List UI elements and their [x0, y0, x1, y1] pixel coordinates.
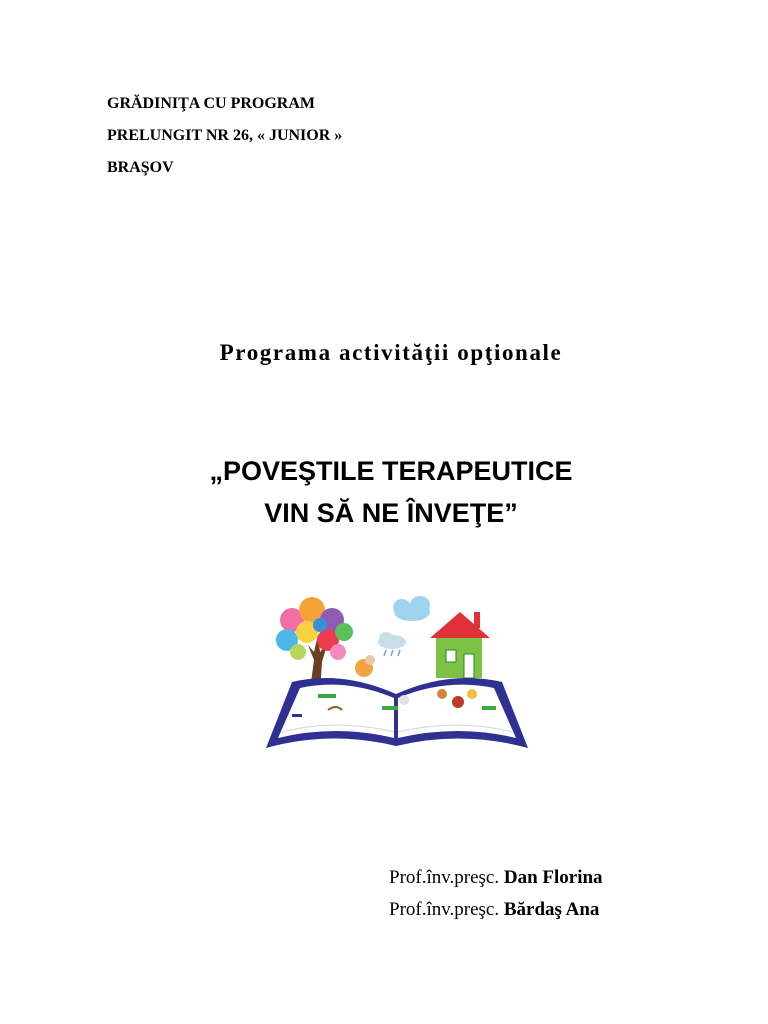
story-title-line-1: „POVEŞTILE TERAPEUTICE	[209, 456, 573, 486]
author-line-1	[389, 862, 603, 894]
header-line-2: PRELUNGIT NR 26, « JUNIOR »	[107, 127, 343, 144]
house-icon	[430, 612, 490, 678]
open-storybook-illustration	[262, 590, 530, 752]
author-2-title: Prof.înv.preşc.	[389, 899, 500, 920]
story-title	[0, 450, 768, 534]
author-1-title: Prof.înv.preşc.	[389, 867, 500, 888]
open-book-icon	[266, 678, 528, 748]
header-line-3: BRAŞOV	[107, 159, 174, 176]
story-title-line-2: VIN SĂ NE ÎNVEŢE”	[264, 498, 518, 528]
author-2-name: Bărdaş Ana	[503, 899, 600, 920]
cloud-icon	[393, 596, 430, 621]
program-title: Programa activităţii opţionale	[219, 340, 563, 365]
authors-block	[389, 862, 603, 926]
header-line-1: GRĂDINIŢA CU PROGRAM	[107, 95, 315, 112]
author-1-name: Dan Florina	[503, 867, 603, 888]
colorful-tree-icon	[276, 597, 353, 692]
kindergarten-header	[107, 88, 342, 184]
author-line-2	[389, 894, 603, 926]
rain-cloud-icon	[378, 632, 406, 656]
